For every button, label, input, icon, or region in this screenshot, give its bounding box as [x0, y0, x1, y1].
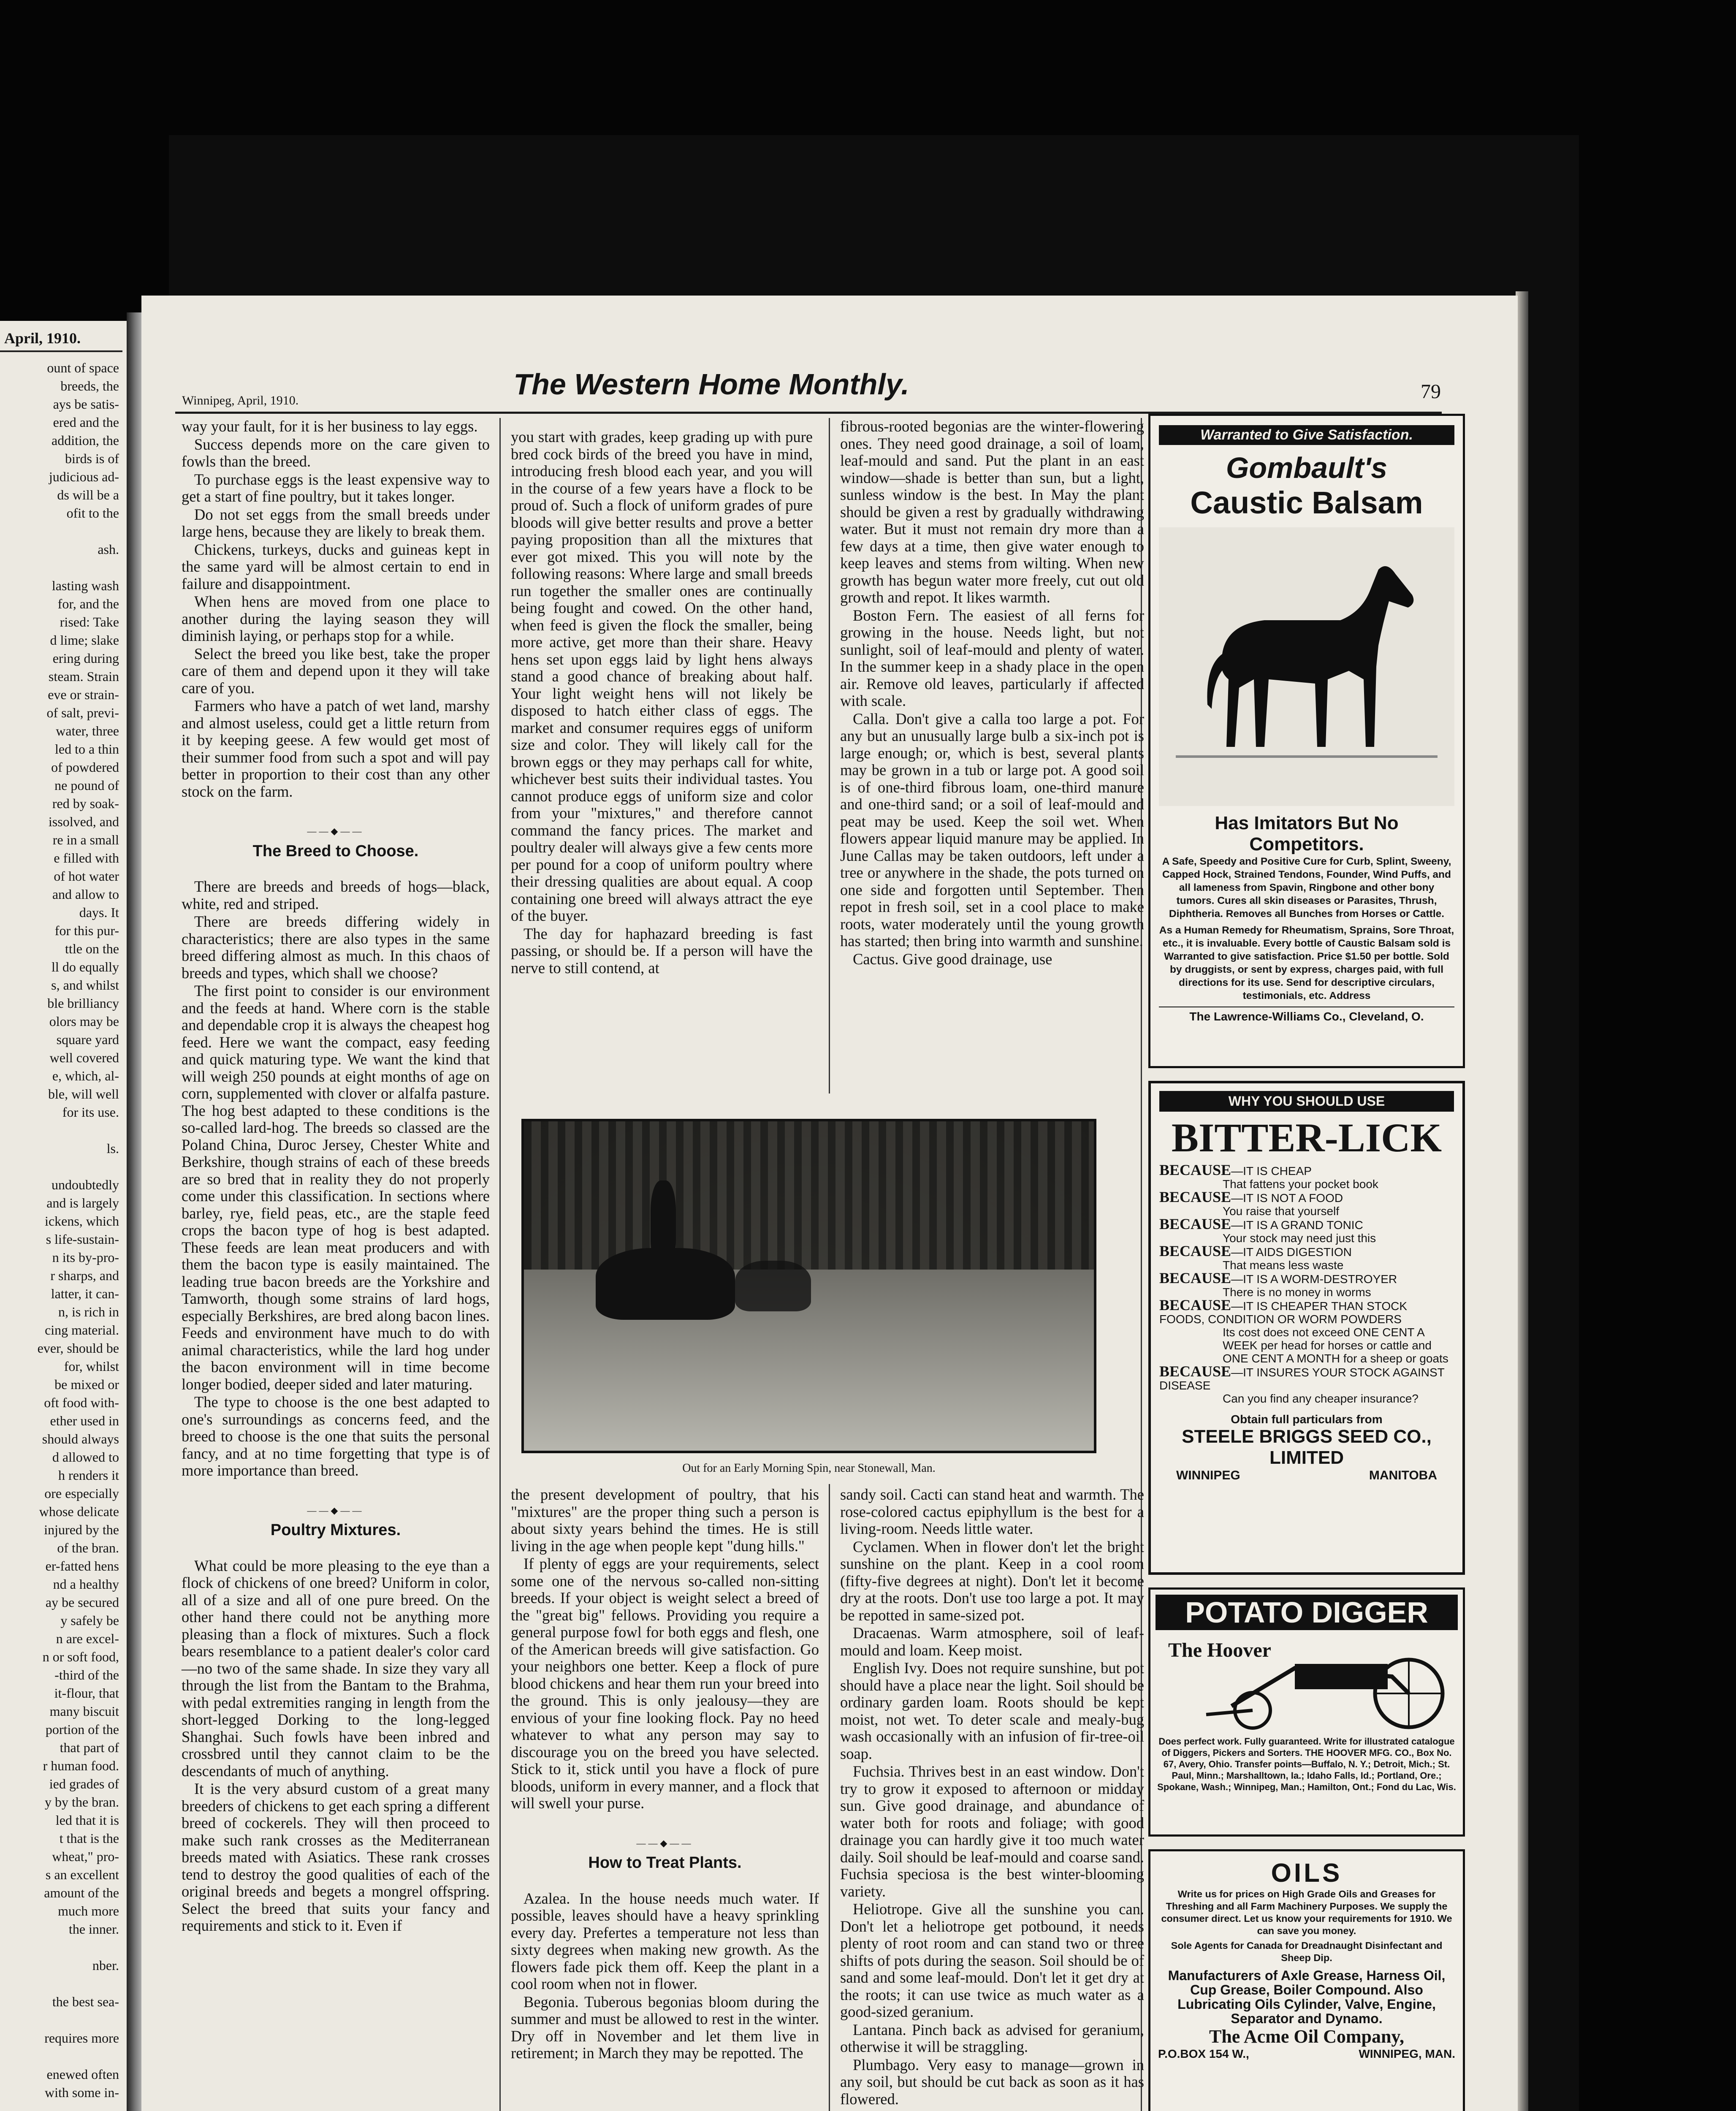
reason-subtext: That fattens your pocket book	[1223, 1178, 1378, 1191]
paragraph: Heliotrope. Give all the sunshine you can. Don't let a heliotrope get potbound, it needs plenty of root room and can stand two or three shifts of pots during the season. Soil should be of sand and some leaf-mould. Don't let it get dry at the roots; it can use twice as much water as a good-sized geranium.	[840, 1900, 1144, 2020]
ad-contact-intro: Obtain full particulars from	[1231, 1413, 1383, 1426]
ad-product-name: Caustic Balsam	[1190, 485, 1423, 520]
paragraph: There are breeds differing widely in characteristics; there are also types in the same breed differing almost as much. In this chaos of breeds and types, which shall we choose?	[182, 913, 490, 982]
page-number: 79	[1421, 380, 1441, 403]
reason-subtext: Can you find any cheaper insurance?	[1223, 1392, 1419, 1405]
reason-text: —IT IS A GRAND TONIC	[1231, 1218, 1363, 1232]
paragraph: What could be more pleasing to the eye than a flock of chickens of one breed? Uniform in color, all of a size and all of one pure breed. On the other hand there could not be anything more pleasing than a flock of mixtures. Such a flock bears resemblance to a patient dealer's color card—no two of the same shade. In size they vary all through the list from the Bantam to the Brahma, with pedal extremities ranging in length from the short-legged Dorking to the long-legged Shanghai. Such fowls have been inbred and crossbred until they cannot claim to be the descendants of much of anything.	[182, 1557, 490, 1780]
paragraph: The day for haphazard breeding is fast passing, or should be. If a person will have the nerve to still contend, at	[511, 925, 813, 977]
ad-brand: The Hoover	[1168, 1639, 1271, 1661]
paragraph: Begonia. Tuberous begonias bloom during the summer and must be allowed to rest in the winter. Dry off in November and let them live in retirement; in March they may be repotted. The	[511, 1993, 819, 2062]
article-column-2-lower	[511, 1486, 819, 2063]
ad-agents: Sole Agents for Canada for Dreadnaught Disinfectant and Sheep Dip.	[1171, 1940, 1443, 1963]
page-title: The Western Home Monthly.	[513, 368, 909, 401]
paragraph: Do not set eggs from the small breeds under large hens, because they are likely to break them.	[182, 505, 490, 540]
reason-line	[1159, 1365, 1454, 1405]
paragraph: Fuchsia. Thrives best in an east window. Don't try to grow it exposed to afternoon or midday sun. Give good drainage, and abundance of water both for roots and foliage; with good drainage you can hardly give it too much water daily. Soil should be leaf-mould and coarse sand. Fuchsia speciosa is the best winter-blooming variety.	[840, 1763, 1144, 1900]
ad-headline: WHY YOU SHOULD USE	[1159, 1091, 1454, 1112]
article-column-3	[840, 418, 1144, 969]
paragraph: It is the very absurd custom of a great many breeders of chickens to get each spring a different breed of cockerels. They will then proceed to make such rank crosses as the Mediterranean breeds mated with Asiatics. These rank crosses tend to destroy the good qualities of each of the original breeds and begets a mongrel offspring. Select the breed that suits your fancy and requirements and stick to it. Even if	[182, 1780, 490, 1934]
paragraph: Cyclamen. When in flower don't let the bright sunshine on the plant. Keep in a cool room (fifty-five degrees at night). Don't let it become dry at the roots. Don't use too large a pot. It may be repotted in same-sized pot.	[840, 1538, 1144, 1624]
reason-line	[1159, 1272, 1454, 1299]
paragraph: Cactus. Give good drainage, use	[853, 950, 1052, 968]
reason-subtext: Its cost does not exceed ONE CENT A WEEK per head for horses or cattle and ONE CENT A MONTH for a sheep or goats	[1223, 1326, 1448, 1365]
reason-text: —IT IS CHEAPER THAN STOCK FOODS, CONDITION OR WORM POWDERS	[1159, 1300, 1408, 1326]
reason-text: —IT IS CHEAP	[1231, 1164, 1312, 1178]
ad-province: MANITOBA	[1369, 1468, 1437, 1482]
reason-line	[1159, 1188, 1454, 1218]
ad-body: A Safe, Speedy and Positive Cure for Curb, Splint, Sweeny, Capped Hock, Strained Tendons, Founder, Wind Puffs, and all lameness from Spavin, Ringbone and other bony tumors. Cures all skin diseases or Parasites, Thrush, Diphtheria. Removes all Bunches from Horses or Cattle.	[1162, 856, 1451, 920]
reason-subtext: You raise that yourself	[1223, 1205, 1340, 1218]
left-page-date: April, 1910.	[4, 330, 81, 347]
paragraph: Azalea. In the house needs much water. If possible, leaves should have a heavy sprinkling every day. Prefertes a temperature not less than sixty degrees when making new growth. As the flowers fade pick them off. Keep the plant in a cool room when not in flower.	[511, 1889, 819, 1992]
paragraph: you start with grades, keep grading up with pure bred cock birds of the breed you have in mind, introducing fresh blood each year, and you will in the course of a few years have a flock to be proud of. Such a flock of uniform grades of pure bloods will give better results and prove a better paying proposition than all the mixtures that ever got mixed. This you will note by the following reasons: Where large and small breeds run together the smaller ones are continually being fought and cowed. On the other hand, when feed is given the flock the smaller, being more active, get more than their share. Heavy hens set upon eggs laid by light hens always stand a good chance of breaking about half. Your light weight hens will not likely be disposed to hatch either class of eggs. The market and consumer requires eggs of uniform size and color. They will likely call for the brown eggs or they may perhaps call for white, whichever best suits their individual tastes. You cannot produce eggs of uniform size and color from your "mixtures," and therefore cannot command the fancy prices. The market and poultry dealer will always give a few cents more per pound for a coop of uniform poultry where their dressing qualities are about equal. A coop containing one breed will always attract the eye of the buyer.	[511, 428, 813, 924]
ad-product-name: BITTER-LICK	[1171, 1115, 1442, 1160]
section-title: Poultry Mixtures.	[270, 1521, 401, 1539]
ad-city: WINNIPEG, MAN.	[1359, 2047, 1455, 2060]
reason-line	[1159, 1299, 1454, 1365]
reason-text: —IT IS NOT A FOOD	[1231, 1191, 1343, 1205]
paragraph: Dracaenas. Warm atmosphere, soil of leaf-mould and loam. Keep moist.	[840, 1624, 1144, 1659]
ad-body: Write us for prices on High Grade Oils and Greases for Threshing and all Farm Machinery Purposes. We supply the consumer direct. Let us know your requirements for 1910. We can save you money.	[1161, 1889, 1452, 1936]
reason-keyword: BECAUSE	[1159, 1161, 1231, 1178]
section-title: How to Treat Plants.	[588, 1854, 742, 1872]
left-page-fragment	[0, 321, 127, 2111]
reason-text: —IT IS A WORM-DESTROYER	[1231, 1273, 1397, 1286]
paragraph: Plumbago. Very easy to manage—grown in any soil, but should be cut back as soon as it has flowered.	[840, 2056, 1144, 2108]
ad-headline: OILS	[1271, 1859, 1343, 1888]
photograph	[521, 1119, 1096, 1453]
section-heading	[182, 1502, 490, 1539]
left-page-text: ount of space breeds, the ays be satis- ered and the addition, the birds is of judicious ad- ds will be a ofit to the ash. lasting wash for, and the rised: Take d lime; slake ering during steam. Strain eve or strain- of salt, previ- water, three led to a thin of powdered ne pound of red by soak- issolved, and re in a small e filled with of hot water and allow to days. It for this pur- ttle on the ll do equally s, and whilst ble brilliancy olors may be square yard well covered e, which, al- ble, will well for its use. ls. undoubtedly and is largely ickens, which s life-sustain- n its by-pro- r sharps, and latter, it can- n, is rich in cing material. ever, should be for, whilst be mixed or oft food with- ether used in should always d allowed to h renders it ore especially whose delicate injured by the of the bran. er-fatted hens nd a healthy ay be secured y safely be n are excel- n or soft food, -third of the it-flour, that many biscuit portion of the that part of r human food. ied grades of y by the bran. led that it is t that is the wheat," pro- s an excellent amount of the much more the inner. nber. the best sea- requires more enewed often with some in-	[37, 360, 119, 2100]
article-column-1	[182, 418, 490, 1935]
paragraph: If plenty of eggs are your requirements, select some one of the nervous so-called non-sitting breeds. If your object is weight select a breed of the "great big" fellows. Providing you require a general purpose fowl for both eggs and flesh, one of the American breeds will give satisfaction. Go your neighbors one better. Keep a flock of pure blood chickens and hear them run your breed into the ground. This is only jealousy—they are envious of your fine looking flock. Pay no heed whatever to what any person may say to discourage you on the breed you have selected. Stick to it, stick until you have a flock of pure bloods, uniform in every manner, and a flock that will swell your purse.	[511, 1555, 819, 1812]
ad-acme-oils	[1148, 1849, 1465, 2111]
ad-body: As a Human Remedy for Rheumatism, Sprains, Sore Throat, etc., it is invaluable. Every bottle of Caustic Balsam sold is Warranted to give satisfaction. Price $1.50 per bottle. Sold by druggists, or sent by express, charges paid, with full directions for its use. Send for descriptive circulars, testimonials, etc. Address	[1159, 925, 1454, 1001]
ad-brand: Gombault's	[1226, 451, 1388, 484]
article-column-2	[511, 429, 813, 977]
photo-horse	[596, 1248, 735, 1320]
ad-address	[1158, 2047, 1455, 2061]
photo-caption: Out for an Early Morning Spin, near Stonewall, Man.	[682, 1462, 936, 1475]
reason-keyword: BECAUSE	[1159, 1188, 1231, 1205]
paragraph: the present development of poultry, that his "mixtures" are the proper thing such a person is about sixty years behind the times. He is still living in the age when people kept "dung hills."	[511, 1486, 819, 1555]
ad-headline: POTATO DIGGER	[1156, 1595, 1458, 1630]
ad-city: WINNIPEG	[1176, 1468, 1240, 1482]
digger-illustration	[1156, 1630, 1458, 1736]
ad-headline: Has Imitators But No Competitors.	[1215, 813, 1399, 855]
paragraph: The type to choose is the one best adapted to one's surroundings as concerns feed, and the breed to choose is the one that suits the personal fancy, and at no time forgetting that type is of more importance than breed.	[182, 1393, 490, 1479]
ad-warranty-banner: Warranted to Give Satisfaction.	[1159, 425, 1454, 445]
horse-illustration	[1159, 527, 1454, 806]
reason-keyword: BECAUSE	[1159, 1363, 1231, 1380]
magazine-page	[141, 296, 1518, 2111]
ad-po-box: P.O.BOX 154 W.,	[1158, 2047, 1249, 2060]
section-heading	[511, 1835, 819, 1872]
reason-line	[1159, 1218, 1454, 1245]
article-column-3-lower	[840, 1486, 1144, 2108]
ornament-rule: ——◆——	[307, 1505, 364, 1516]
ad-company: STEELE BRIGGS SEED CO., LIMITED	[1182, 1426, 1432, 1468]
reason-line	[1159, 1245, 1454, 1272]
ornament-rule: ——◆——	[636, 1837, 694, 1848]
ad-body: Does perfect work. Fully guaranteed. Write for illustrated catalogue of Diggers, Pickers and Sorters. THE HOOVER MFG. CO., Box No. 67, Avery, Ohio. Transfer points—Buffalo, N. Y.; Detroit, Mich.; St. Paul, Minn.; Marshalltown, Ia.; Idaho Falls, Id.; Portland, Ore.; Spokane, Wash.; Winnipeg, Man.; Hamilton, Ont.; Fond du Lac, Wis.	[1157, 1736, 1456, 1792]
advertisements-column	[1148, 414, 1465, 2111]
column-rule	[829, 418, 830, 1093]
section-heading	[182, 823, 490, 860]
paragraph: Farmers who have a patch of wet land, marshy and almost useless, could get a little return from it by keeping geese. A few would get most of their summer food from such a spot and will pay better in proportion to their cost than any other stock on the farm.	[182, 697, 490, 800]
ad-gombault-caustic-balsam	[1148, 414, 1465, 1068]
reason-keyword: BECAUSE	[1159, 1243, 1231, 1259]
paragraph: To purchase eggs is the least expensive way to get a start of fine poultry, but it takes longer.	[182, 470, 490, 505]
column-rule	[499, 418, 501, 2111]
ad-bitter-lick	[1148, 1081, 1465, 1575]
paragraph: There are breeds and breeds of hogs—black, white, red and striped.	[182, 878, 490, 912]
photo-rider	[651, 1180, 676, 1256]
paragraph: way your fault, for it is her business to lay eggs.	[182, 418, 478, 435]
reason-subtext: Your stock may need just this	[1223, 1232, 1376, 1245]
photo-horse	[735, 1261, 811, 1311]
ad-company: The Lawrence-Williams Co., Cleveland, O.	[1159, 1007, 1454, 1023]
photo-trees	[524, 1121, 1094, 1270]
paragraph: The first point to consider is our environment and the feeds at hand. Where corn is the stable and dependable crop it is always the cheapest hog feed. Here we want the compact, easy feeding and quick maturing type. We want the kind that will weigh 250 pounds at eight months of age on corn, supplemented with clover or alfalfa pasture. The hog best adapted to these conditions is the so-called lard-hog. The breeds so classed are the Poland China, Duroc Jersey, Chester White and Berkshire, though strains of each of these breeds are so bred that in reality they do not properly come under this classification. In sections where barley, rye, field peas, etc., are the staple feed crops the bacon type of hog is best adapted. These feeds are lean meat producers and with them the bacon type is easily maintained. The leading true bacon breeds are the Yorkshire and Tamworth, though some strains of lard hogs, especially Berkshires, are bred along bacon lines. Feeds and environment have much to do with animal characteristics, while the lard hog under the bacon environment will in time become longer bodied, deeper sided and later maturing.	[182, 982, 490, 1393]
reason-keyword: BECAUSE	[1159, 1297, 1231, 1313]
header-date: Winnipeg, April, 1910.	[182, 393, 299, 407]
horse-icon	[1159, 527, 1454, 806]
paragraph: Lantana. Pinch back as advised for geranium, otherwise it will be straggling.	[840, 2021, 1144, 2055]
paragraph: English Ivy. Does not require sunshine, but pot should have a place near the light. Soil should be ordinary garden loam. Roots should be kept moist, not wet. To deter scale and mealy-bug wash occasionally with an infusion of fir-tree-oil soap.	[840, 1659, 1144, 1762]
reason-subtext: That means less waste	[1223, 1259, 1344, 1272]
paragraph: sandy soil. Cacti can stand heat and warmth. The rose-colored cactus epiphyllum is the best for a living-room. Needs little water.	[840, 1486, 1144, 1537]
paragraph: When hens are moved from one place to another during the laying season they will diminish laying, or perhaps stop for a while.	[182, 593, 490, 644]
ad-products: Manufacturers of Axle Grease, Harness Oil, Cup Grease, Boiler Compound. Also Lubricating Oils Cylinder, Valve, Engine, Separator and Dynamo.	[1168, 1968, 1446, 2026]
reason-text: —IT AIDS DIGESTION	[1231, 1245, 1352, 1259]
paragraph: Success depends more on the care given to fowls than the breed.	[182, 435, 490, 470]
paragraph: Chickens, turkeys, ducks and guineas kept in the same yard will be almost certain to end in failure and disappointment.	[182, 540, 490, 592]
paragraph: Boston Fern. The easiest of all ferns for growing in the house. Needs light, but not sunlight, soil of leaf-mould and plenty of water. In the summer keep in a shady place in the open air. Remove old leaves, particularly if affected with scale.	[840, 606, 1144, 709]
ad-address	[1159, 1468, 1454, 1483]
reason-keyword: BECAUSE	[1159, 1216, 1231, 1232]
ornament-rule: ——◆——	[307, 826, 364, 836]
book-gutter	[127, 312, 144, 2111]
reason-keyword: BECAUSE	[1159, 1270, 1231, 1286]
left-page-rule	[0, 350, 122, 352]
section-title: The Breed to Choose.	[252, 842, 419, 860]
reason-text: —IT INSURES YOUR STOCK AGAINST DISEASE	[1159, 1366, 1445, 1392]
reason-subtext: There is no money in worms	[1223, 1286, 1371, 1299]
reason-line	[1159, 1161, 1454, 1191]
paragraph: Calla. Don't give a calla too large a pot. For any but an unusually large bulb a six-inch pot is large enough; or, which is best, several plants may be grown in a tub or large pot. A good soil is of one-third fibrous loam, one-third manure and one-third sand; or a soil of leaf-mould and peat may be used. Keep the soil wet. When flowers appear liquid manure may be applied. In June Callas may be taken outdoors, left under a tree or anywhere in the shade, the pots turned on one side and forgotten until September. Then repot in fresh soil, set in a cool place to make roots, water moderately until the young growth has started; then bring into warmth and sunshine.	[840, 710, 1144, 950]
ad-potato-digger	[1148, 1587, 1465, 1837]
column-rule	[829, 1484, 830, 2111]
ad-company: The Acme Oil Company,	[1209, 2026, 1405, 2047]
paragraph: fibrous-rooted begonias are the winter-flowering ones. They need good drainage, a soil of loam, leaf-mould and sand. Put the plant in an east window—shade is better than sun, but a light, sunless window is the best. In May the plant should be given a rest by gradually withdrawing water. But it must not remain dry more than a few days at a time, then give water enough to keep leaves and stems from wilting. When new growth has begun water more freely, cut out old growth and repot. It likes warmth.	[840, 418, 1144, 606]
paragraph: Select the breed you like best, take the proper care of them and depend upon it they will take care of you.	[182, 645, 490, 697]
